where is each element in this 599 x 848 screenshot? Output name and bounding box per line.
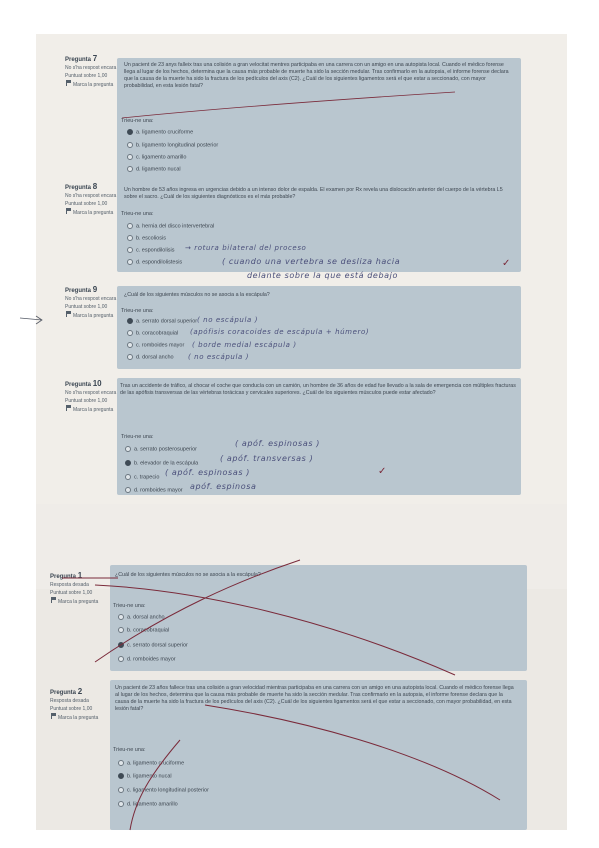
question-number: 7 xyxy=(92,54,98,63)
handwritten-note: ( borde medial escápula ) xyxy=(192,341,297,349)
option-c[interactable]: c. ligamento amarillo xyxy=(127,154,186,160)
handwritten-note: ( apóf. espinosas ) xyxy=(235,439,320,448)
question-info: Pregunta 9 No s'ha respost encara Puntuat sobre 1,00 Marca la pregunta xyxy=(65,286,119,320)
option-b[interactable]: b. coracobraquial xyxy=(127,330,178,336)
question-status: No s'ha respost encara xyxy=(65,65,117,71)
question-score: Puntuat sobre 1,00 xyxy=(65,398,108,404)
option-a[interactable]: a. hernia del disco intervertebral xyxy=(127,223,214,229)
option-a[interactable]: a. ligamento cruciforme xyxy=(118,760,184,766)
question-number: 9 xyxy=(92,285,98,294)
option-b[interactable]: b. ligamento longitudinal posterior xyxy=(127,142,218,148)
question-number: 1 xyxy=(77,571,83,580)
question-number: 2 xyxy=(77,687,83,696)
question-status: Resposta desada xyxy=(50,582,89,588)
choose-label: Trieu-ne una: xyxy=(121,118,154,124)
choose-label: Trieu-ne una: xyxy=(121,434,154,440)
option-b[interactable]: b. ligamento nucal xyxy=(118,773,172,779)
check-mark-icon: ✓ xyxy=(502,258,511,269)
question-status: Resposta desada xyxy=(50,698,89,704)
strike-stroke xyxy=(95,585,455,675)
option-d[interactable]: d. ligamento nucal xyxy=(127,166,181,172)
option-d[interactable]: d. dorsal ancho xyxy=(127,354,174,360)
option-d[interactable]: d. romboides mayor xyxy=(118,656,176,662)
option-b[interactable]: b. elevador de la escápula xyxy=(125,460,198,466)
option-a[interactable]: a. serrato dorsal superior xyxy=(127,318,197,324)
flag-question-button[interactable]: Marca la pregunta xyxy=(65,208,119,217)
question-status: No s'ha respost encara xyxy=(65,390,117,396)
flag-question-button[interactable]: Marca la pregunta xyxy=(50,713,104,722)
choose-label: Trieu-ne una: xyxy=(113,603,146,609)
check-mark-icon: ✓ xyxy=(378,466,387,477)
question-status: No s'ha respost encara xyxy=(65,296,117,302)
question-number: 8 xyxy=(92,182,98,191)
handwritten-note: ( apóf. espinosas ) xyxy=(165,468,250,477)
handwritten-note: delante sobre la que está debajo xyxy=(247,271,398,280)
handwritten-note: ( no escápula ) xyxy=(197,316,259,324)
strike-stroke xyxy=(95,560,300,662)
option-d[interactable]: d. ligamento amarillo xyxy=(118,801,178,807)
option-c[interactable]: c. trapecio xyxy=(125,474,159,480)
question-text: ¿Cuál de los siguientes músculos no se asocia a la escápula? xyxy=(124,292,270,298)
handwritten-note: → rotura bilateral del proceso xyxy=(185,244,307,252)
flag-question-button[interactable]: Marca la pregunta xyxy=(65,311,119,320)
question-score: Puntuat sobre 1,00 xyxy=(50,706,93,712)
question-text: Tras un accidente de tráfico, al chocar el coche que conducía con un camión, un hombre de 36 años de edad fue llevado a la sala de emergencia con múltiples fracturas de las apófisis transversas de las vértebras torácicas y cervicales superiores. ¿Cuál de los siguientes músculos puede estar afectado? xyxy=(120,383,516,396)
handwritten-note: (apófisis coracoides de escápula + húmero) xyxy=(190,328,370,336)
question-label: Pregunta xyxy=(65,57,92,63)
handwritten-note: ( cuando una vertebra se desliza hacia xyxy=(222,257,401,266)
flag-question-button[interactable]: Marca la pregunta xyxy=(50,597,104,606)
option-a[interactable]: a. ligamento cruciforme xyxy=(127,129,193,135)
question-text: ¿Cuál de los siguientes músculos no se asocia a la escápula? xyxy=(115,572,261,578)
question-info: Pregunta 1 Resposta desada Puntuat sobre 1,00 Marca la pregunta xyxy=(50,572,104,606)
question-text: Un pacient de 23 anys falleix tras una colisión a gran velocitat mentres participaba en una carrera con un amigo en una autopista local. Cuando el médico forense llega al lugar de los hechos, determina que la causa más probable de muerte ha sido la sección medular. Tras confirmarlo en la autopsia, el informe forense declara que la causa de la muerte ha sido la fractura de los pedículos del axis (C2). ¿Cuál de los siguientes ligamentos será el que estar a seccionado, con mayor probabilidad, en esta lesión fatal? xyxy=(124,62,509,89)
option-a[interactable]: a. serrato posterosuperior xyxy=(125,446,197,452)
handwritten-note: ( no escápula ) xyxy=(188,353,250,361)
option-b[interactable]: b. escoliosis xyxy=(127,235,166,241)
option-c[interactable]: c. romboides mayor xyxy=(127,342,184,348)
flag-question-button[interactable]: Marca la pregunta xyxy=(65,405,119,414)
option-b[interactable]: b. coracobraquial xyxy=(118,627,169,633)
option-c[interactable]: c. serrato dorsal superior xyxy=(118,642,188,648)
option-c[interactable]: c. ligamento longitudinal posterior xyxy=(118,787,209,793)
handwritten-note: ( apóf. transversas ) xyxy=(220,454,314,463)
question-text: Un hombre de 53 años ingresa en urgencias debido a un intenso dolor de espalda. El examen por Rx revela una dislocación anterior del cuerpo de la vértebra L5 sobre el sacro. ¿Cuál de los siguientes diagnósticos es el más probable? xyxy=(124,187,503,200)
question-status: No s'ha respost encara xyxy=(65,193,117,199)
question-text: Un pacient de 23 años fallece tras una colisión a gran velocidad mientras participaba en una carrera con un amigo en una autopista local. Cuando el médico forense llega al lugar de los hechos, determina que la causa más probable de muerte ha sido la sección medular. Tras confirmarlo en la autopsia, el informe forense declara que la causa de la muerte ha sido la fractura de los pedículos del axis (C2). ¿Cuál de los siguientes ligamentos será el que estar a seccionado, con mayor probabilidad, en esta lesión fatal? xyxy=(115,685,514,712)
question-score: Puntuat sobre 1,00 xyxy=(65,201,108,207)
question-score: Puntuat sobre 1,00 xyxy=(65,73,108,79)
question-info: Pregunta 2 Resposta desada Puntuat sobre 1,00 Marca la pregunta xyxy=(50,688,104,722)
strike-stroke xyxy=(205,705,500,800)
option-c[interactable]: c. espondilolisis xyxy=(127,247,175,253)
pen-stroke xyxy=(122,92,455,118)
question-number: 10 xyxy=(92,379,102,388)
option-d[interactable]: d. romboides mayor xyxy=(125,487,183,493)
question-score: Puntuat sobre 1,00 xyxy=(65,304,108,310)
option-a[interactable]: a. dorsal ancho xyxy=(118,614,165,620)
handwritten-note: apóf. espinosa xyxy=(190,482,257,491)
choose-label: Trieu-ne una: xyxy=(113,747,146,753)
flag-question-button[interactable]: Marca la pregunta xyxy=(65,80,119,89)
question-info: Pregunta 8 No s'ha respost encara Puntuat sobre 1,00 Marca la pregunta xyxy=(65,183,119,217)
option-d[interactable]: d. espondilolistesis xyxy=(127,259,182,265)
choose-label: Trieu-ne una: xyxy=(121,308,154,314)
question-info: Pregunta 10 No s'ha respost encara Puntuat sobre 1,00 Marca la pregunta xyxy=(65,380,119,414)
strike-stroke xyxy=(130,740,180,830)
question-score: Puntuat sobre 1,00 xyxy=(50,590,93,596)
choose-label: Trieu-ne una: xyxy=(121,211,154,217)
arrow-icon xyxy=(20,316,42,324)
